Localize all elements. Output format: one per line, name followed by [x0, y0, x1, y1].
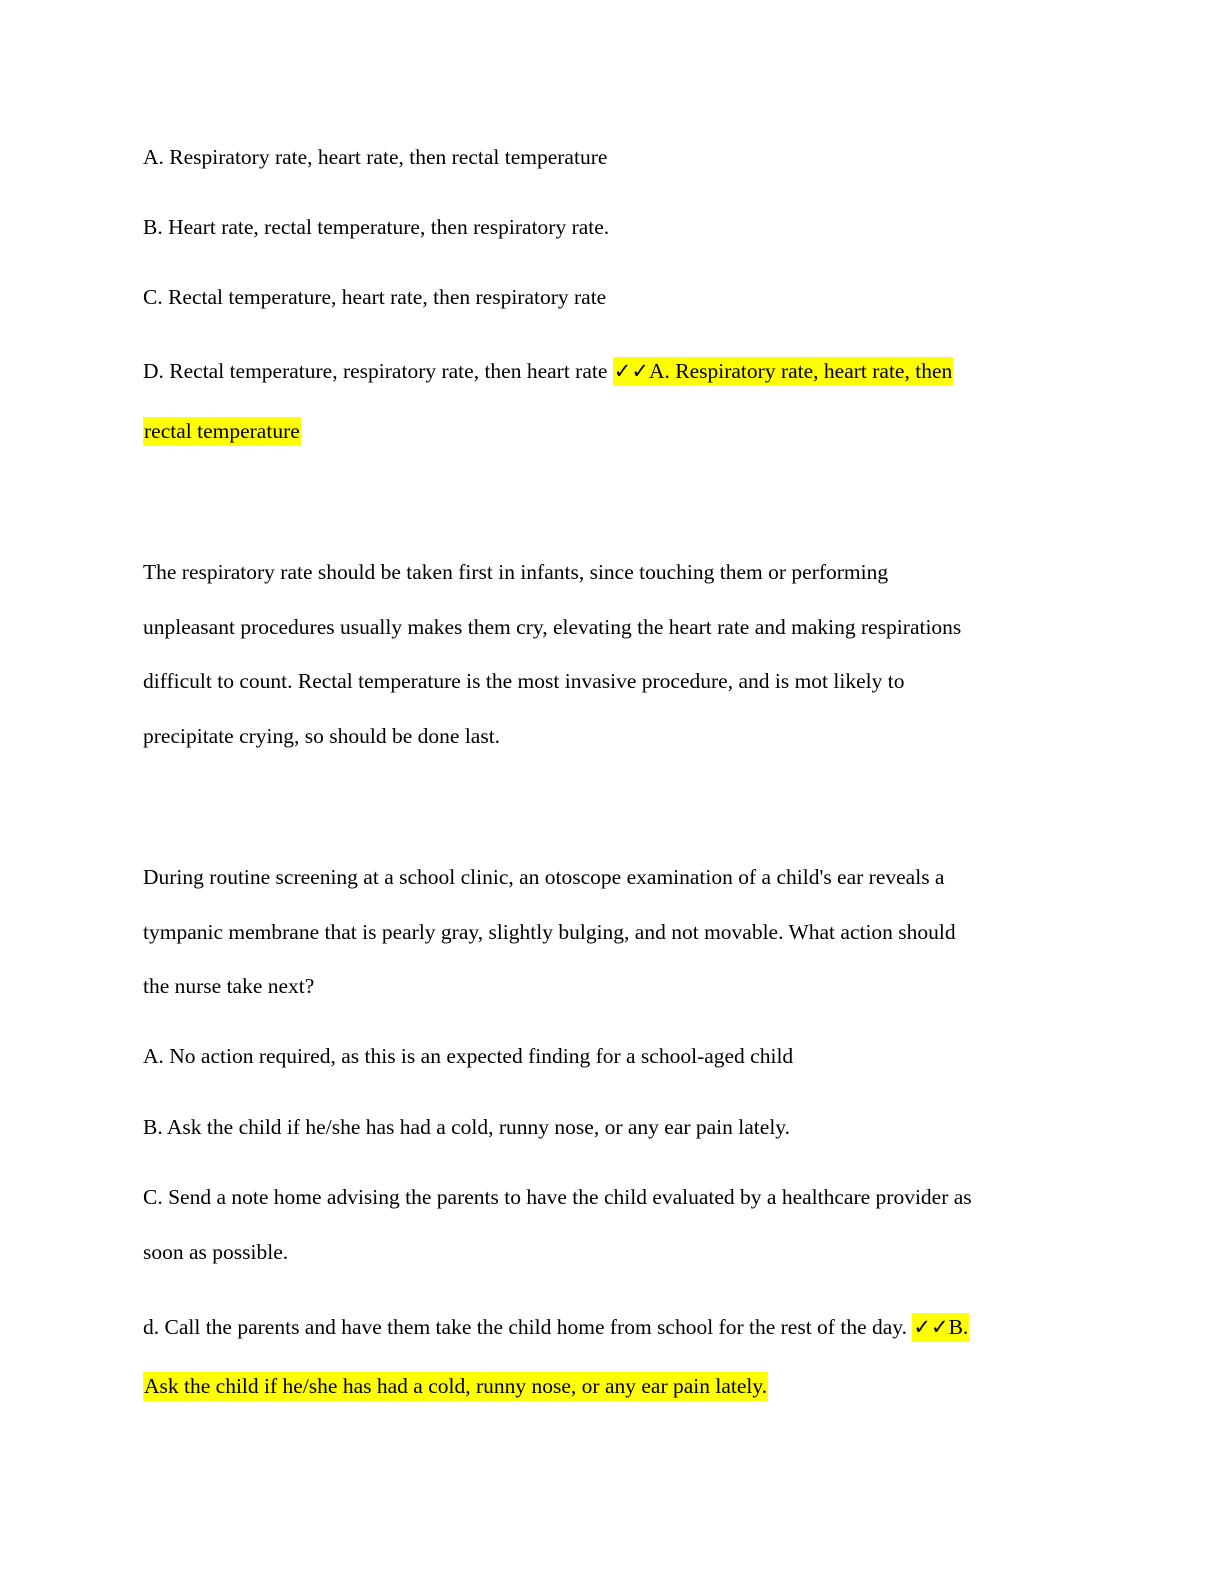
q2-option-a: A. No action required, as this is an expected finding for a school-aged child — [143, 1044, 794, 1068]
q2-answer-continuation: Ask the child if he/she has had a cold, runny nose, or any ear pain lately. — [143, 1372, 768, 1401]
q1-rationale-line-4: precipitate crying, so should be done last. — [143, 724, 501, 748]
q2-question-line-3: the nurse take next? — [143, 974, 315, 998]
double-check-icon: ✓✓ — [613, 359, 649, 383]
q1-rationale-line-1: The respiratory rate should be taken first in infants, since touching them or performing — [143, 560, 889, 584]
q1-answer-highlight — [613, 357, 953, 386]
q1-option-d-line — [143, 356, 953, 386]
q2-answer-continuation-line — [143, 1371, 768, 1401]
q2-option-c-continuation: soon as possible. — [143, 1240, 289, 1264]
q1-option-b: B. Heart rate, rectal temperature, then respiratory rate. — [143, 215, 610, 239]
q1-answer-text: A. Respiratory rate, heart rate, then — [648, 359, 953, 383]
q1-answer-continuation-line — [143, 416, 301, 446]
q1-rationale-line-3: difficult to count. Rectal temperature is the most invasive procedure, and is mot likely to — [143, 669, 905, 693]
q2-option-c: C. Send a note home advising the parents to have the child evaluated by a healthcare provider as — [143, 1185, 972, 1209]
q1-answer-continuation: rectal temperature — [143, 417, 301, 446]
q2-answer-text: B. — [948, 1315, 969, 1339]
q2-option-d: d. Call the parents and have them take the child home from school for the rest of the day. — [143, 1315, 908, 1339]
q2-question-line-2: tympanic membrane that is pearly gray, slightly bulging, and not movable. What action should — [143, 920, 956, 944]
q1-rationale-line-2: unpleasant procedures usually makes them cry, elevating the heart rate and making respirations — [143, 615, 962, 639]
double-check-icon: ✓✓ — [913, 1315, 949, 1339]
q2-option-d-line — [143, 1312, 969, 1342]
q1-option-c: C. Rectal temperature, heart rate, then respiratory rate — [143, 285, 607, 309]
q1-option-d: D. Rectal temperature, respiratory rate, then heart rate — [143, 359, 608, 383]
q2-question-line-1: During routine screening at a school clinic, an otoscope examination of a child's ear reveals a — [143, 865, 945, 889]
q1-option-a: A. Respiratory rate, heart rate, then rectal temperature — [143, 145, 608, 169]
q2-option-b: B. Ask the child if he/she has had a cold, runny nose, or any ear pain lately. — [143, 1115, 791, 1139]
q2-answer-highlight — [912, 1313, 969, 1342]
